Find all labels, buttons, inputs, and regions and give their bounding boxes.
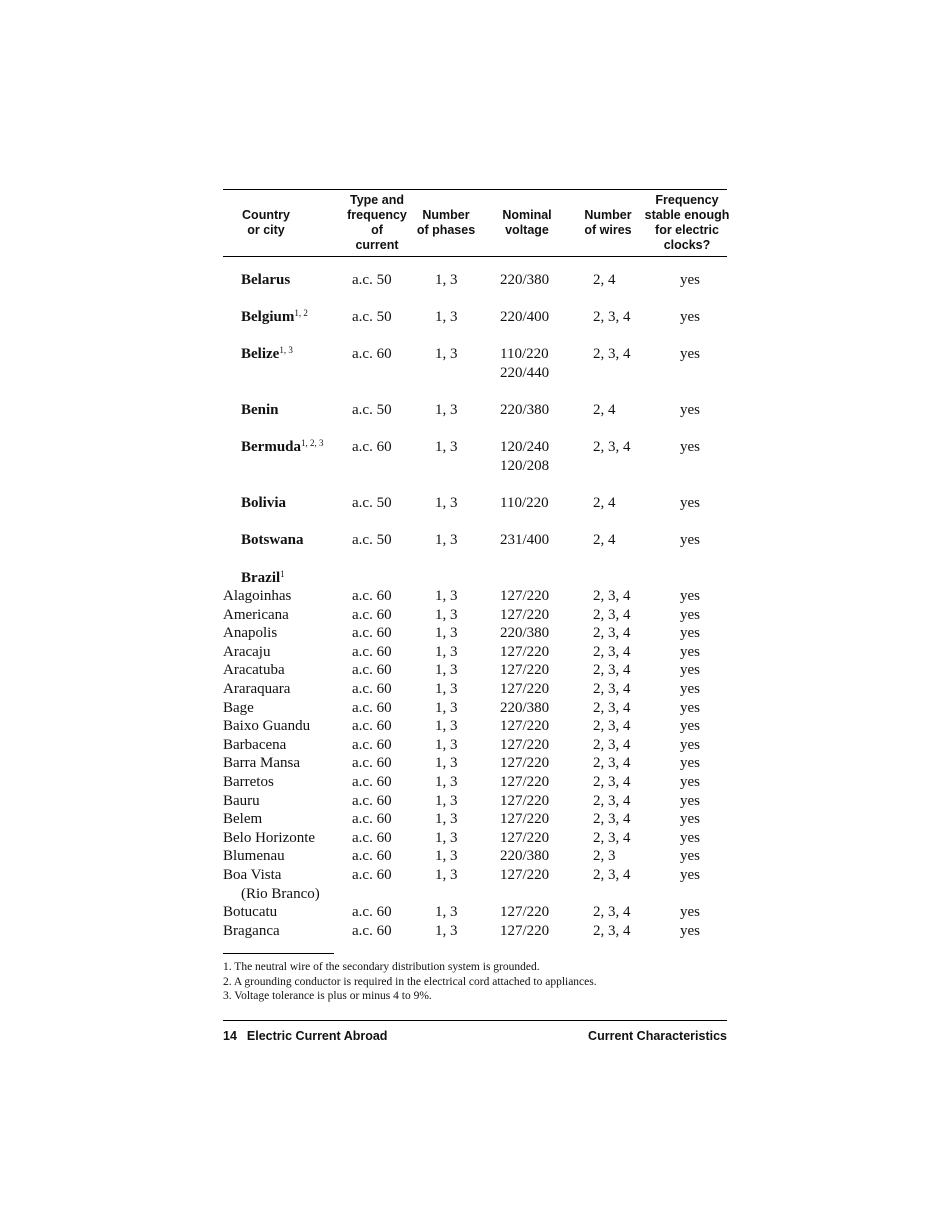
current-type: a.c. 60 <box>352 439 392 456</box>
phases: 1, 3 <box>435 718 458 735</box>
voltage: 220/380 <box>500 402 550 419</box>
frequency-stable: yes <box>680 829 700 846</box>
table-row <box>223 364 727 383</box>
phases: 1, 3 <box>435 309 458 326</box>
wires: 2, 3, 4 <box>593 774 631 791</box>
city-name: Belem <box>223 811 263 828</box>
country-name <box>241 401 279 420</box>
frequency-stable: yes <box>680 755 700 772</box>
voltage: 127/220 <box>500 606 550 623</box>
frequency-stable: yes <box>680 643 700 660</box>
frequency-stable: yes <box>680 699 700 716</box>
frequency-stable: yes <box>680 346 700 363</box>
city-name: Anapolis <box>223 625 278 642</box>
wires: 2, 3, 4 <box>593 867 631 883</box>
current-type: a.c. 60 <box>352 829 392 846</box>
city-name: Barretos <box>223 774 274 791</box>
phases: 1, 3 <box>435 699 458 716</box>
header-voltage: Nominal voltage <box>502 208 552 237</box>
footnote-ref: 1 <box>280 568 285 579</box>
header-frequency-stable: Frequency stable enough for electric clocks? <box>644 193 730 252</box>
frequency-stable: yes <box>680 811 700 828</box>
wires: 2, 3, 4 <box>593 643 631 660</box>
phases: 1, 3 <box>435 848 458 865</box>
city-name: Barra Mansa <box>223 755 301 772</box>
city-name: Aracaju <box>223 643 271 660</box>
frequency-stable: yes <box>680 662 700 679</box>
table-row <box>223 438 727 457</box>
footnote-2: 2. A grounding conductor is required in the electrical cord attached to appliances. <box>223 975 597 988</box>
wires: 2, 3, 4 <box>593 755 631 772</box>
current-type: a.c. 60 <box>352 681 392 698</box>
table-row <box>223 922 727 941</box>
current-type: a.c. 60 <box>352 922 392 939</box>
voltage: 220/400 <box>500 309 550 326</box>
current-type: a.c. 50 <box>352 309 392 326</box>
page-footer <box>223 1029 727 1043</box>
voltage: 120/208 <box>500 457 550 474</box>
table-row <box>223 457 727 476</box>
frequency-stable: yes <box>680 588 700 605</box>
country-label: Bolivia <box>241 495 287 512</box>
current-type: a.c. 60 <box>352 718 392 735</box>
current-type: a.c. 60 <box>352 736 392 753</box>
frequency-stable: yes <box>680 402 700 419</box>
footnote-ref: 1, 3 <box>279 345 293 356</box>
voltage: 127/220 <box>500 643 550 660</box>
current-type: a.c. 60 <box>352 792 392 809</box>
wires: 2, 3, 4 <box>593 662 631 679</box>
city-name: Bauru <box>223 792 260 809</box>
current-type: a.c. 50 <box>352 495 392 512</box>
wires: 2, 3, 4 <box>593 439 631 456</box>
city-name: Baixo Guandu <box>223 718 311 735</box>
voltage: 127/220 <box>500 829 550 846</box>
phases: 1, 3 <box>435 532 458 549</box>
table-row <box>223 643 727 662</box>
current-type: a.c. 60 <box>352 867 392 883</box>
wires: 2, 3, 4 <box>593 346 631 363</box>
current-type: a.c. 60 <box>352 625 392 642</box>
country-label: Benin <box>241 402 279 419</box>
current-type: a.c. 50 <box>352 532 392 549</box>
phases: 1, 3 <box>435 904 458 921</box>
table-row <box>223 736 727 755</box>
country-label: Belarus <box>241 272 291 288</box>
table-row <box>223 587 727 606</box>
table-row <box>223 699 727 718</box>
voltage: 127/220 <box>500 867 550 883</box>
voltage: 127/220 <box>500 736 550 753</box>
voltage: 127/220 <box>500 718 550 735</box>
table-row <box>223 847 727 866</box>
voltage: 220/380 <box>500 848 550 865</box>
country-label: Brazil <box>241 569 281 586</box>
table-row <box>223 792 727 811</box>
current-type: a.c. 60 <box>352 699 392 716</box>
city-name: Belo Horizonte <box>223 829 316 846</box>
page-number: 14 <box>223 1029 237 1043</box>
footer-rule <box>223 1020 727 1021</box>
frequency-stable: yes <box>680 681 700 698</box>
table-row <box>223 866 727 885</box>
wires: 2, 3, 4 <box>593 829 631 846</box>
frequency-stable: yes <box>680 532 700 549</box>
phases: 1, 3 <box>435 439 458 456</box>
current-type: a.c. 60 <box>352 606 392 623</box>
phases: 1, 3 <box>435 606 458 623</box>
city-name: Barbacena <box>223 736 287 753</box>
wires: 2, 3, 4 <box>593 904 631 921</box>
table-row <box>223 624 727 643</box>
current-type: a.c. 50 <box>352 272 392 288</box>
country-label: Belize <box>241 346 280 363</box>
wires: 2, 3, 4 <box>593 811 631 828</box>
table-row <box>223 531 727 550</box>
phases: 1, 3 <box>435 402 458 419</box>
wires: 2, 3, 4 <box>593 792 631 809</box>
frequency-stable: yes <box>680 309 700 326</box>
phases: 1, 3 <box>435 662 458 679</box>
table-row <box>223 661 727 680</box>
country-label: Bermuda <box>241 439 301 456</box>
voltage: 220/380 <box>500 272 550 288</box>
section-title: Current Characteristics <box>588 1029 727 1043</box>
phases: 1, 3 <box>435 681 458 698</box>
wires: 2, 4 <box>593 495 616 512</box>
country-label: Belgium <box>241 309 295 326</box>
city-name: Blumenau <box>223 848 285 865</box>
phases: 1, 3 <box>435 755 458 772</box>
header-country: Country or city <box>242 208 290 237</box>
table-row <box>223 401 727 420</box>
country-name <box>241 345 293 364</box>
voltage: 110/220 <box>500 495 549 512</box>
country-name <box>241 531 304 550</box>
table-row <box>223 345 727 364</box>
current-type: a.c. 50 <box>352 402 392 419</box>
wires: 2, 3, 4 <box>593 625 631 642</box>
footnotes <box>223 953 727 1004</box>
city-name: Araraquara <box>223 681 291 698</box>
wires: 2, 3 <box>593 848 616 865</box>
phases: 1, 3 <box>435 774 458 791</box>
phases: 1, 3 <box>435 495 458 512</box>
city-name: Boa Vista <box>223 867 282 883</box>
table-row <box>223 606 727 625</box>
current-type: a.c. 60 <box>352 904 392 921</box>
phases: 1, 3 <box>435 588 458 605</box>
city-name: Bage <box>223 699 254 716</box>
wires: 2, 3, 4 <box>593 588 631 605</box>
wires: 2, 4 <box>593 272 616 288</box>
footnote-rule <box>223 953 334 954</box>
city-name: Aracatuba <box>223 662 285 679</box>
voltage: 220/440 <box>500 364 550 381</box>
frequency-stable: yes <box>680 495 700 512</box>
table-row <box>223 271 727 290</box>
table-row <box>223 308 727 327</box>
voltage: 110/220 <box>500 346 549 363</box>
wires: 2, 3, 4 <box>593 736 631 753</box>
voltage: 127/220 <box>500 811 550 828</box>
wires: 2, 3, 4 <box>593 718 631 735</box>
city-name: Alagoinhas <box>223 588 292 605</box>
city-name: Braganca <box>223 922 280 939</box>
country-name <box>241 494 286 513</box>
header-phases: Number of phases <box>416 208 476 237</box>
voltage: 127/220 <box>500 755 550 772</box>
phases: 1, 3 <box>435 643 458 660</box>
country-label: Botswana <box>241 532 304 549</box>
country-name <box>241 308 308 327</box>
voltage: 220/380 <box>500 625 550 642</box>
phases: 1, 3 <box>435 829 458 846</box>
book-title: Electric Current Abroad <box>246 1029 388 1043</box>
frequency-stable: yes <box>680 606 700 623</box>
table-row <box>223 569 727 588</box>
city-name-continued: (Rio Branco) <box>241 885 320 902</box>
frequency-stable: yes <box>680 736 700 753</box>
wires: 2, 4 <box>593 402 616 419</box>
table-row <box>223 903 727 922</box>
city-name: Botucatu <box>223 904 278 921</box>
current-type: a.c. 60 <box>352 643 392 660</box>
phases: 1, 3 <box>435 625 458 642</box>
current-type: a.c. 60 <box>352 848 392 865</box>
phases: 1, 3 <box>435 867 458 883</box>
table-row <box>223 754 727 773</box>
wires: 2, 3, 4 <box>593 699 631 716</box>
footnote-ref: 1, 2 <box>294 308 308 319</box>
voltage: 127/220 <box>500 922 550 939</box>
frequency-stable: yes <box>680 774 700 791</box>
table-row <box>223 494 727 513</box>
table-row <box>223 810 727 829</box>
current-type: a.c. 60 <box>352 811 392 828</box>
voltage: 127/220 <box>500 662 550 679</box>
phases: 1, 3 <box>435 922 458 939</box>
frequency-stable: yes <box>680 625 700 642</box>
footnote-1: 1. The neutral wire of the secondary distribution system is grounded. <box>223 961 540 973</box>
voltage: 127/220 <box>500 904 550 921</box>
wires: 2, 3, 4 <box>593 922 631 939</box>
phases: 1, 3 <box>435 272 458 288</box>
frequency-stable: yes <box>680 922 700 939</box>
voltage: 127/220 <box>500 681 550 698</box>
frequency-stable: yes <box>680 867 700 883</box>
current-type: a.c. 60 <box>352 662 392 679</box>
wires: 2, 3, 4 <box>593 309 631 326</box>
country-name <box>241 271 290 290</box>
table-row <box>223 773 727 792</box>
city-name: Americana <box>223 606 289 623</box>
table-row <box>223 829 727 848</box>
table-row <box>223 885 727 904</box>
footnote-3: 3. Voltage tolerance is plus or minus 4 to 9%. <box>223 990 432 1003</box>
current-type: a.c. 60 <box>352 346 392 363</box>
frequency-stable: yes <box>680 792 700 809</box>
header-type-frequency: Type and frequency of current <box>347 193 407 252</box>
frequency-stable: yes <box>680 848 700 865</box>
phases: 1, 3 <box>435 792 458 809</box>
country-name <box>241 438 324 457</box>
phases: 1, 3 <box>435 811 458 828</box>
table-row <box>223 717 727 736</box>
voltage-table <box>223 189 730 940</box>
wires: 2, 3, 4 <box>593 681 631 698</box>
voltage: 231/400 <box>500 532 550 549</box>
voltage: 127/220 <box>500 588 550 605</box>
frequency-stable: yes <box>680 272 700 288</box>
frequency-stable: yes <box>680 718 700 735</box>
phases: 1, 3 <box>435 346 458 363</box>
frequency-stable: yes <box>680 439 700 456</box>
current-type: a.c. 60 <box>352 774 392 791</box>
table-header <box>223 190 730 256</box>
footer-left <box>223 1029 387 1043</box>
frequency-stable: yes <box>680 904 700 921</box>
voltage: 127/220 <box>500 774 550 791</box>
phases: 1, 3 <box>435 736 458 753</box>
voltage: 120/240 <box>500 439 550 456</box>
footnote-ref: 1, 2, 3 <box>301 438 324 449</box>
current-type: a.c. 60 <box>352 588 392 605</box>
table-body <box>223 257 727 940</box>
country-name <box>241 569 285 588</box>
voltage: 220/380 <box>500 699 550 716</box>
voltage: 127/220 <box>500 792 550 809</box>
wires: 2, 4 <box>593 532 616 549</box>
header-wires: Number of wires <box>584 208 632 237</box>
current-type: a.c. 60 <box>352 755 392 772</box>
table-row <box>223 680 727 699</box>
wires: 2, 3, 4 <box>593 606 631 623</box>
